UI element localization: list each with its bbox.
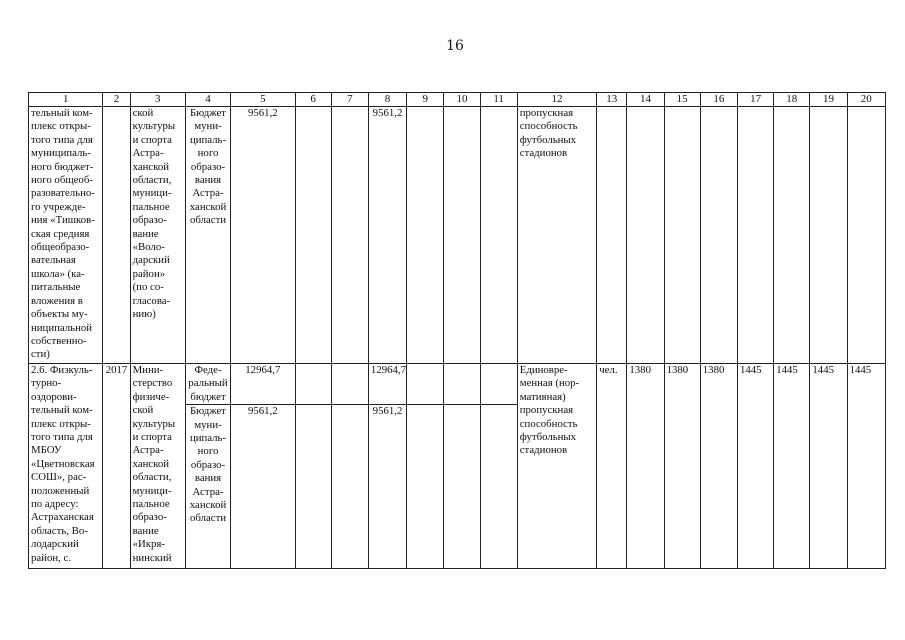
empty-cell bbox=[847, 107, 885, 364]
cell-text-line: стадионов bbox=[519, 444, 568, 457]
cell-text-line: муници- bbox=[132, 187, 172, 200]
empty-cell bbox=[444, 405, 480, 569]
cell-text-line: лодарский bbox=[31, 538, 79, 551]
cell-text-line: пропускная bbox=[519, 107, 574, 119]
cell-text-line: сти) bbox=[31, 348, 50, 361]
cell-text-line: стадионов bbox=[519, 147, 568, 160]
value-cell: 1445 bbox=[847, 364, 885, 569]
cell-text-line: вание bbox=[132, 524, 159, 537]
header-cell: 18 bbox=[774, 93, 810, 107]
cell-text-line: пропускная bbox=[519, 404, 574, 417]
value-cell: 1380 bbox=[700, 364, 737, 569]
cell-text-line: дарский bbox=[132, 254, 170, 267]
cell-text-line: стерство bbox=[132, 377, 173, 390]
cell-text-line: образо- bbox=[132, 511, 167, 524]
year-cell: 2017 bbox=[103, 364, 130, 569]
cell-text-line: и спорта bbox=[132, 431, 172, 444]
amount-cell: 12964,7 bbox=[368, 364, 406, 405]
header-cell: 9 bbox=[407, 93, 444, 107]
cell-text-line: культуры bbox=[132, 417, 176, 430]
cell-text-line: разовательно- bbox=[31, 187, 95, 200]
cell-text-line: ния «Тишков- bbox=[31, 214, 95, 227]
indicator-cell bbox=[517, 364, 596, 569]
funding-source-cell bbox=[185, 107, 230, 364]
cell-text-line: ханской bbox=[132, 160, 170, 173]
cell-text-line: общеобразо- bbox=[31, 241, 90, 254]
table-row bbox=[29, 364, 886, 405]
amount-cell: 9561,2 bbox=[231, 405, 295, 569]
cell-text-line: ральный bbox=[188, 377, 228, 390]
empty-cell bbox=[597, 107, 627, 364]
table-row bbox=[29, 107, 886, 364]
header-cell: 15 bbox=[664, 93, 700, 107]
header-cell: 7 bbox=[331, 93, 368, 107]
value-cell: 1445 bbox=[774, 364, 810, 569]
header-cell: 16 bbox=[700, 93, 737, 107]
empty-cell bbox=[480, 405, 517, 569]
object-name-cell bbox=[29, 364, 103, 569]
cell-text-line: вложения в bbox=[31, 294, 83, 307]
cell-text-line: тельный ком- bbox=[31, 404, 93, 417]
header-cell: 3 bbox=[130, 93, 185, 107]
cell-text-line: пальное bbox=[132, 498, 170, 511]
cell-text-line: муни- bbox=[194, 418, 222, 431]
cell-text-line: положенный bbox=[31, 484, 90, 497]
header-cell: 8 bbox=[368, 93, 406, 107]
empty-cell bbox=[407, 107, 444, 364]
cell-text-line: оздорови- bbox=[31, 390, 77, 403]
header-cell: 19 bbox=[810, 93, 847, 107]
value-cell: 1445 bbox=[737, 364, 773, 569]
header-cell: 11 bbox=[480, 93, 517, 107]
cell-text-line: вания bbox=[194, 472, 222, 485]
cell-text-line: область, Во- bbox=[31, 524, 88, 537]
cell-text-line: ного бюджет- bbox=[31, 160, 94, 173]
value-cell: 1380 bbox=[664, 364, 700, 569]
cell-text-line: район» bbox=[132, 267, 166, 280]
cell-text-line: ного общеоб- bbox=[31, 174, 93, 187]
cell-text-line: ская средняя bbox=[31, 227, 90, 240]
cell-text-line: Астра- bbox=[192, 485, 224, 498]
header-cell: 1 bbox=[29, 93, 103, 107]
cell-text-line: вания bbox=[194, 174, 222, 187]
cell-text-line: 2.6. Физкуль- bbox=[31, 364, 93, 376]
value-cell: 1445 bbox=[810, 364, 847, 569]
cell-text-line: питальные bbox=[31, 281, 81, 294]
cell-text-line: СОШ», рас- bbox=[31, 471, 87, 484]
cell-text-line: школа» (ка- bbox=[31, 267, 85, 280]
cell-text-line: «Цветновская bbox=[31, 457, 95, 470]
cell-text-line: мативная) bbox=[519, 390, 566, 403]
header-cell: 10 bbox=[444, 93, 480, 107]
header-cell: 13 bbox=[597, 93, 627, 107]
cell-text-line: Феде- bbox=[194, 364, 222, 376]
funding-source-cell bbox=[185, 364, 230, 405]
cell-text-line: муни- bbox=[194, 120, 222, 133]
cell-text-line: менная (нор- bbox=[519, 377, 580, 390]
empty-cell bbox=[444, 107, 480, 364]
empty-cell bbox=[444, 364, 480, 405]
empty-cell bbox=[774, 107, 810, 364]
cell-text-line: плекс откры- bbox=[31, 417, 91, 430]
cell-text-line: способность bbox=[519, 120, 578, 133]
cell-text-line: Астраханская bbox=[31, 511, 94, 524]
cell-text-line: ской bbox=[132, 404, 154, 417]
cell-text-line: области bbox=[189, 214, 227, 227]
cell-text-line: ципаль- bbox=[189, 432, 227, 445]
cell-text-line: того типа для bbox=[31, 133, 93, 146]
header-cell: 12 bbox=[517, 93, 596, 107]
empty-cell bbox=[331, 364, 368, 405]
empty-cell bbox=[700, 107, 737, 364]
header-cell: 5 bbox=[231, 93, 295, 107]
indicator-cell bbox=[517, 107, 596, 364]
cell-text-line: Единовре- bbox=[519, 364, 568, 376]
empty-cell bbox=[480, 364, 517, 405]
amount-cell: 9561,2 bbox=[368, 405, 406, 569]
cell-text-line: футбольных bbox=[519, 133, 577, 146]
empty-cell bbox=[810, 107, 847, 364]
empty-cell bbox=[331, 107, 368, 364]
cell-text-line: области, bbox=[132, 471, 172, 484]
header-cell: 20 bbox=[847, 93, 885, 107]
header-cell: 4 bbox=[185, 93, 230, 107]
cell-text-line: «Икря- bbox=[132, 538, 165, 551]
unit-cell: чел. bbox=[597, 364, 627, 569]
cell-text-line: ханской bbox=[132, 457, 170, 470]
cell-text-line: вание bbox=[132, 227, 159, 240]
cell-text-line: Астра- bbox=[132, 147, 164, 160]
cell-text-line: ципаль- bbox=[189, 133, 227, 146]
cell-text-line: футбольных bbox=[519, 431, 577, 444]
cell-text-line: муници- bbox=[132, 484, 172, 497]
cell-text-line: того типа для bbox=[31, 431, 93, 444]
funding-source-cell bbox=[185, 405, 230, 569]
cell-text-line: по адресу: bbox=[31, 498, 79, 511]
empty-cell bbox=[295, 107, 331, 364]
cell-text-line: тельный ком- bbox=[31, 107, 93, 119]
data-table bbox=[28, 92, 886, 569]
cell-text-line: культуры bbox=[132, 120, 176, 133]
empty-cell bbox=[295, 405, 331, 569]
cell-text-line: гласова- bbox=[132, 294, 171, 307]
cell-text-line: образо- bbox=[132, 214, 167, 227]
page-number: 16 bbox=[446, 38, 464, 54]
cell-text-line: Астра- bbox=[192, 187, 224, 200]
cell-text-line: ного bbox=[197, 147, 219, 160]
cell-text-line: Астра- bbox=[132, 444, 164, 457]
cell-text-line: плекс откры- bbox=[31, 120, 91, 133]
cell-text-line: ного bbox=[197, 445, 219, 458]
cell-text-line: объекты му- bbox=[31, 308, 88, 321]
cell-text-line: ской bbox=[132, 107, 154, 119]
amount-cell: 12964,7 bbox=[231, 364, 295, 405]
cell-text-line: Мини- bbox=[132, 364, 164, 376]
amount-cell: 9561,2 bbox=[231, 107, 295, 364]
cell-text-line: собственно- bbox=[31, 334, 87, 347]
cell-text-line: образо- bbox=[190, 160, 226, 173]
cell-text-line: ханской bbox=[189, 200, 227, 213]
header-cell: 6 bbox=[295, 93, 331, 107]
cell-text-line: вательная bbox=[31, 254, 76, 267]
object-name-cell bbox=[29, 107, 103, 364]
cell-text-line: области, bbox=[132, 174, 172, 187]
cell-text-line: Бюджет bbox=[189, 405, 227, 418]
header-cell: 2 bbox=[103, 93, 130, 107]
cell-text-line: район, с. bbox=[31, 551, 72, 564]
empty-cell bbox=[664, 107, 700, 364]
cell-text-line: способность bbox=[519, 417, 578, 430]
empty-cell bbox=[627, 107, 664, 364]
amount-cell: 9561,2 bbox=[368, 107, 406, 364]
customer-cell bbox=[130, 107, 185, 364]
cell-text-line: го учрежде- bbox=[31, 200, 86, 213]
customer-cell bbox=[130, 364, 185, 569]
cell-text-line: нию) bbox=[132, 308, 156, 321]
header-cell: 14 bbox=[627, 93, 664, 107]
empty-cell bbox=[407, 364, 444, 405]
cell-text-line: турно- bbox=[31, 377, 62, 390]
cell-text-line: бюджет bbox=[190, 390, 226, 403]
empty-cell bbox=[331, 405, 368, 569]
empty-cell bbox=[480, 107, 517, 364]
cell-text-line: области bbox=[189, 512, 227, 525]
cell-text-line: физиче- bbox=[132, 390, 170, 403]
cell-text-line: «Воло- bbox=[132, 241, 165, 254]
cell-text-line: МБОУ bbox=[31, 444, 62, 457]
cell-text-line: нинский bbox=[132, 551, 172, 564]
cell-text-line: ханской bbox=[189, 499, 227, 512]
cell-text-line: муниципаль- bbox=[31, 147, 91, 160]
cell-text-line: (по со- bbox=[132, 281, 164, 294]
cell-text-line: образо- bbox=[190, 458, 226, 471]
cell-text-line: и спорта bbox=[132, 133, 172, 146]
cell-text-line: Бюджет bbox=[189, 107, 227, 119]
value-cell: 1380 bbox=[627, 364, 664, 569]
cell-text-line: ниципальной bbox=[31, 321, 93, 334]
header-row bbox=[29, 93, 886, 107]
header-cell: 17 bbox=[737, 93, 773, 107]
cell-text-line: пальное bbox=[132, 200, 170, 213]
empty-cell bbox=[295, 364, 331, 405]
empty-cell bbox=[407, 405, 444, 569]
year-cell bbox=[103, 107, 130, 364]
empty-cell bbox=[737, 107, 773, 364]
